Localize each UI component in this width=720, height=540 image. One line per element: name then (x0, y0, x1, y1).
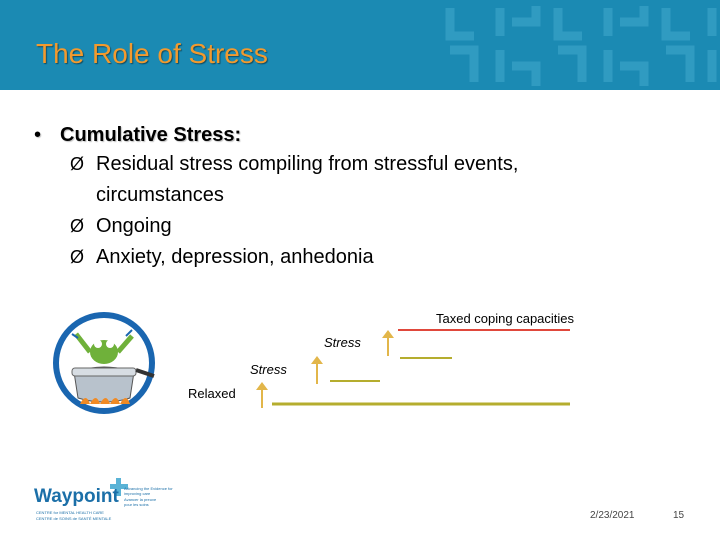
stress-label-upper: Stress (324, 335, 361, 350)
logo-tagline-2: improving care (124, 491, 151, 496)
sub-item-text-continued: circumstances (96, 184, 224, 206)
stress-label-lower: Stress (250, 362, 287, 377)
logo-subtitle-fr: CENTRE de SOINS de SANTÉ MENTALE (36, 516, 112, 521)
slide-number: 15 (673, 510, 685, 521)
page-title: The Role of Stress (36, 38, 268, 69)
arrow-up-icon (256, 382, 268, 408)
arrow-bullet-icon: Ø (70, 247, 85, 267)
bullet-marker: • (34, 124, 42, 146)
arrow-bullet-icon: Ø (70, 216, 85, 236)
bullet-heading: Cumulative Stress: (60, 124, 242, 146)
logo-subtitle-en: CENTRE for MENTAL HEALTH CARE (36, 510, 104, 515)
sub-item-text: Residual stress compiling from stressful events, (96, 153, 519, 175)
arrow-up-icon (311, 356, 323, 384)
logo-tagline-1: Advancing the Evidence for (124, 486, 173, 491)
taxed-capacity-label: Taxed coping capacities (436, 311, 575, 326)
logo-tagline-4: pour les soins (124, 502, 149, 507)
arrow-bullet-icon: Ø (70, 154, 85, 174)
waypoint-logo (34, 478, 194, 524)
slide-date: 2/23/2021 (590, 510, 635, 521)
logo-tagline-3: Avancer la preuve (124, 497, 157, 502)
logo-wordmark: Waypoint (34, 486, 119, 507)
relaxed-label: Relaxed (188, 386, 236, 401)
arrow-up-icon (382, 330, 394, 356)
sub-item-text: Anxiety, depression, anhedonia (96, 246, 374, 268)
sub-item-text: Ongoing (96, 215, 172, 237)
